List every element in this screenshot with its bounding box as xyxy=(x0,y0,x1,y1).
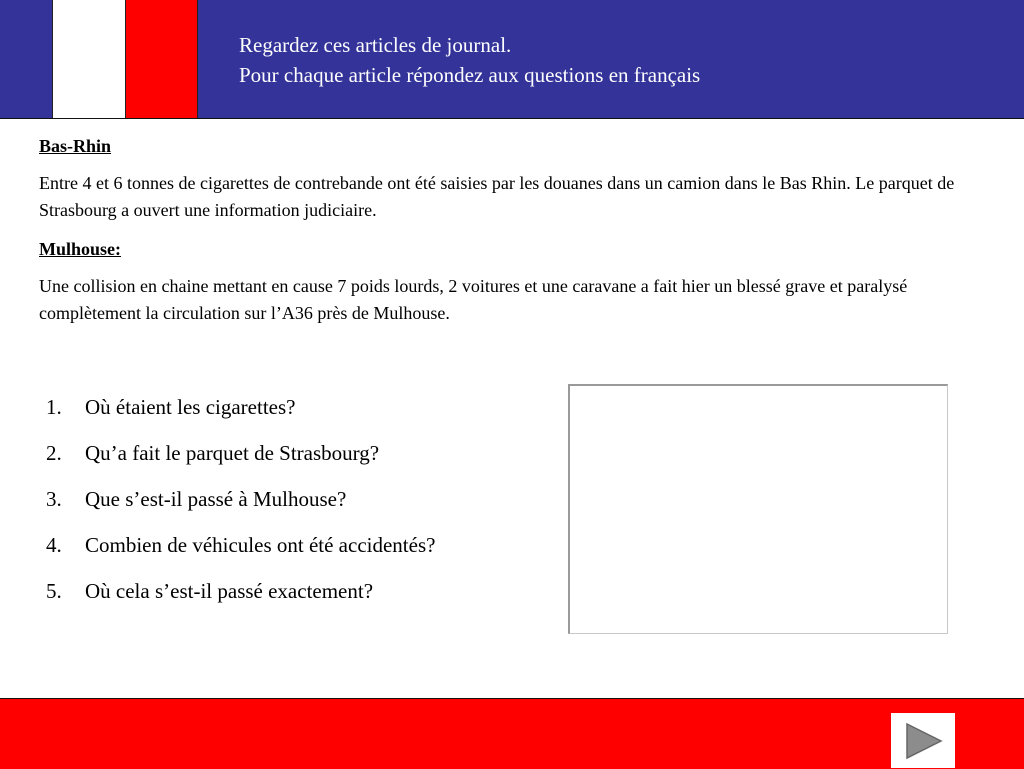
flag-red-stripe xyxy=(126,0,198,118)
question-number: 1. xyxy=(46,395,62,419)
question-text: Combien de véhicules ont été accidentés? xyxy=(85,533,436,557)
question-item xyxy=(46,484,435,514)
article-heading-mulhouse: Mulhouse: xyxy=(39,239,122,259)
question-number: 4. xyxy=(46,533,62,557)
image-placeholder xyxy=(568,384,948,634)
question-number: 3. xyxy=(46,487,62,511)
question-item xyxy=(46,530,435,560)
question-text: Qu’a fait le parquet de Strasbourg? xyxy=(85,441,380,465)
question-text: Où étaient les cigarettes? xyxy=(85,395,296,419)
question-item xyxy=(46,438,435,468)
article-text-mulhouse: Une collision en chaine mettant en cause 7 poids lourds, 2 voitures et une caravane a fait hier un blessé grave et paralysé complètement la circulation sur l’A36 près de Mulhouse. xyxy=(39,276,908,323)
question-item xyxy=(46,392,435,422)
question-text: Où cela s’est-il passé exactement? xyxy=(85,579,374,603)
header-banner xyxy=(0,0,1024,119)
next-slide-button[interactable] xyxy=(891,713,955,768)
flag-white-stripe xyxy=(52,0,126,118)
footer-bar xyxy=(0,698,1024,769)
article-heading-bas-rhin: Bas-Rhin xyxy=(39,136,112,156)
question-item xyxy=(46,576,435,606)
question-number: 2. xyxy=(46,441,62,465)
slide-title xyxy=(239,30,700,90)
questions-list xyxy=(46,392,435,622)
play-triangle-icon xyxy=(901,721,945,761)
title-line-2: Pour chaque article répondez aux questions en français xyxy=(239,63,701,87)
question-number: 5. xyxy=(46,579,62,603)
article-text-bas-rhin: Entre 4 et 6 tonnes de cigarettes de contrebande ont été saisies par les douanes dans un camion dans le Bas Rhin. Le parquet de Strasbourg a ouvert une information judiciaire. xyxy=(39,173,955,220)
title-line-1: Regardez ces articles de journal. xyxy=(239,33,512,57)
articles-section xyxy=(39,133,959,339)
question-text: Que s’est-il passé à Mulhouse? xyxy=(85,487,347,511)
